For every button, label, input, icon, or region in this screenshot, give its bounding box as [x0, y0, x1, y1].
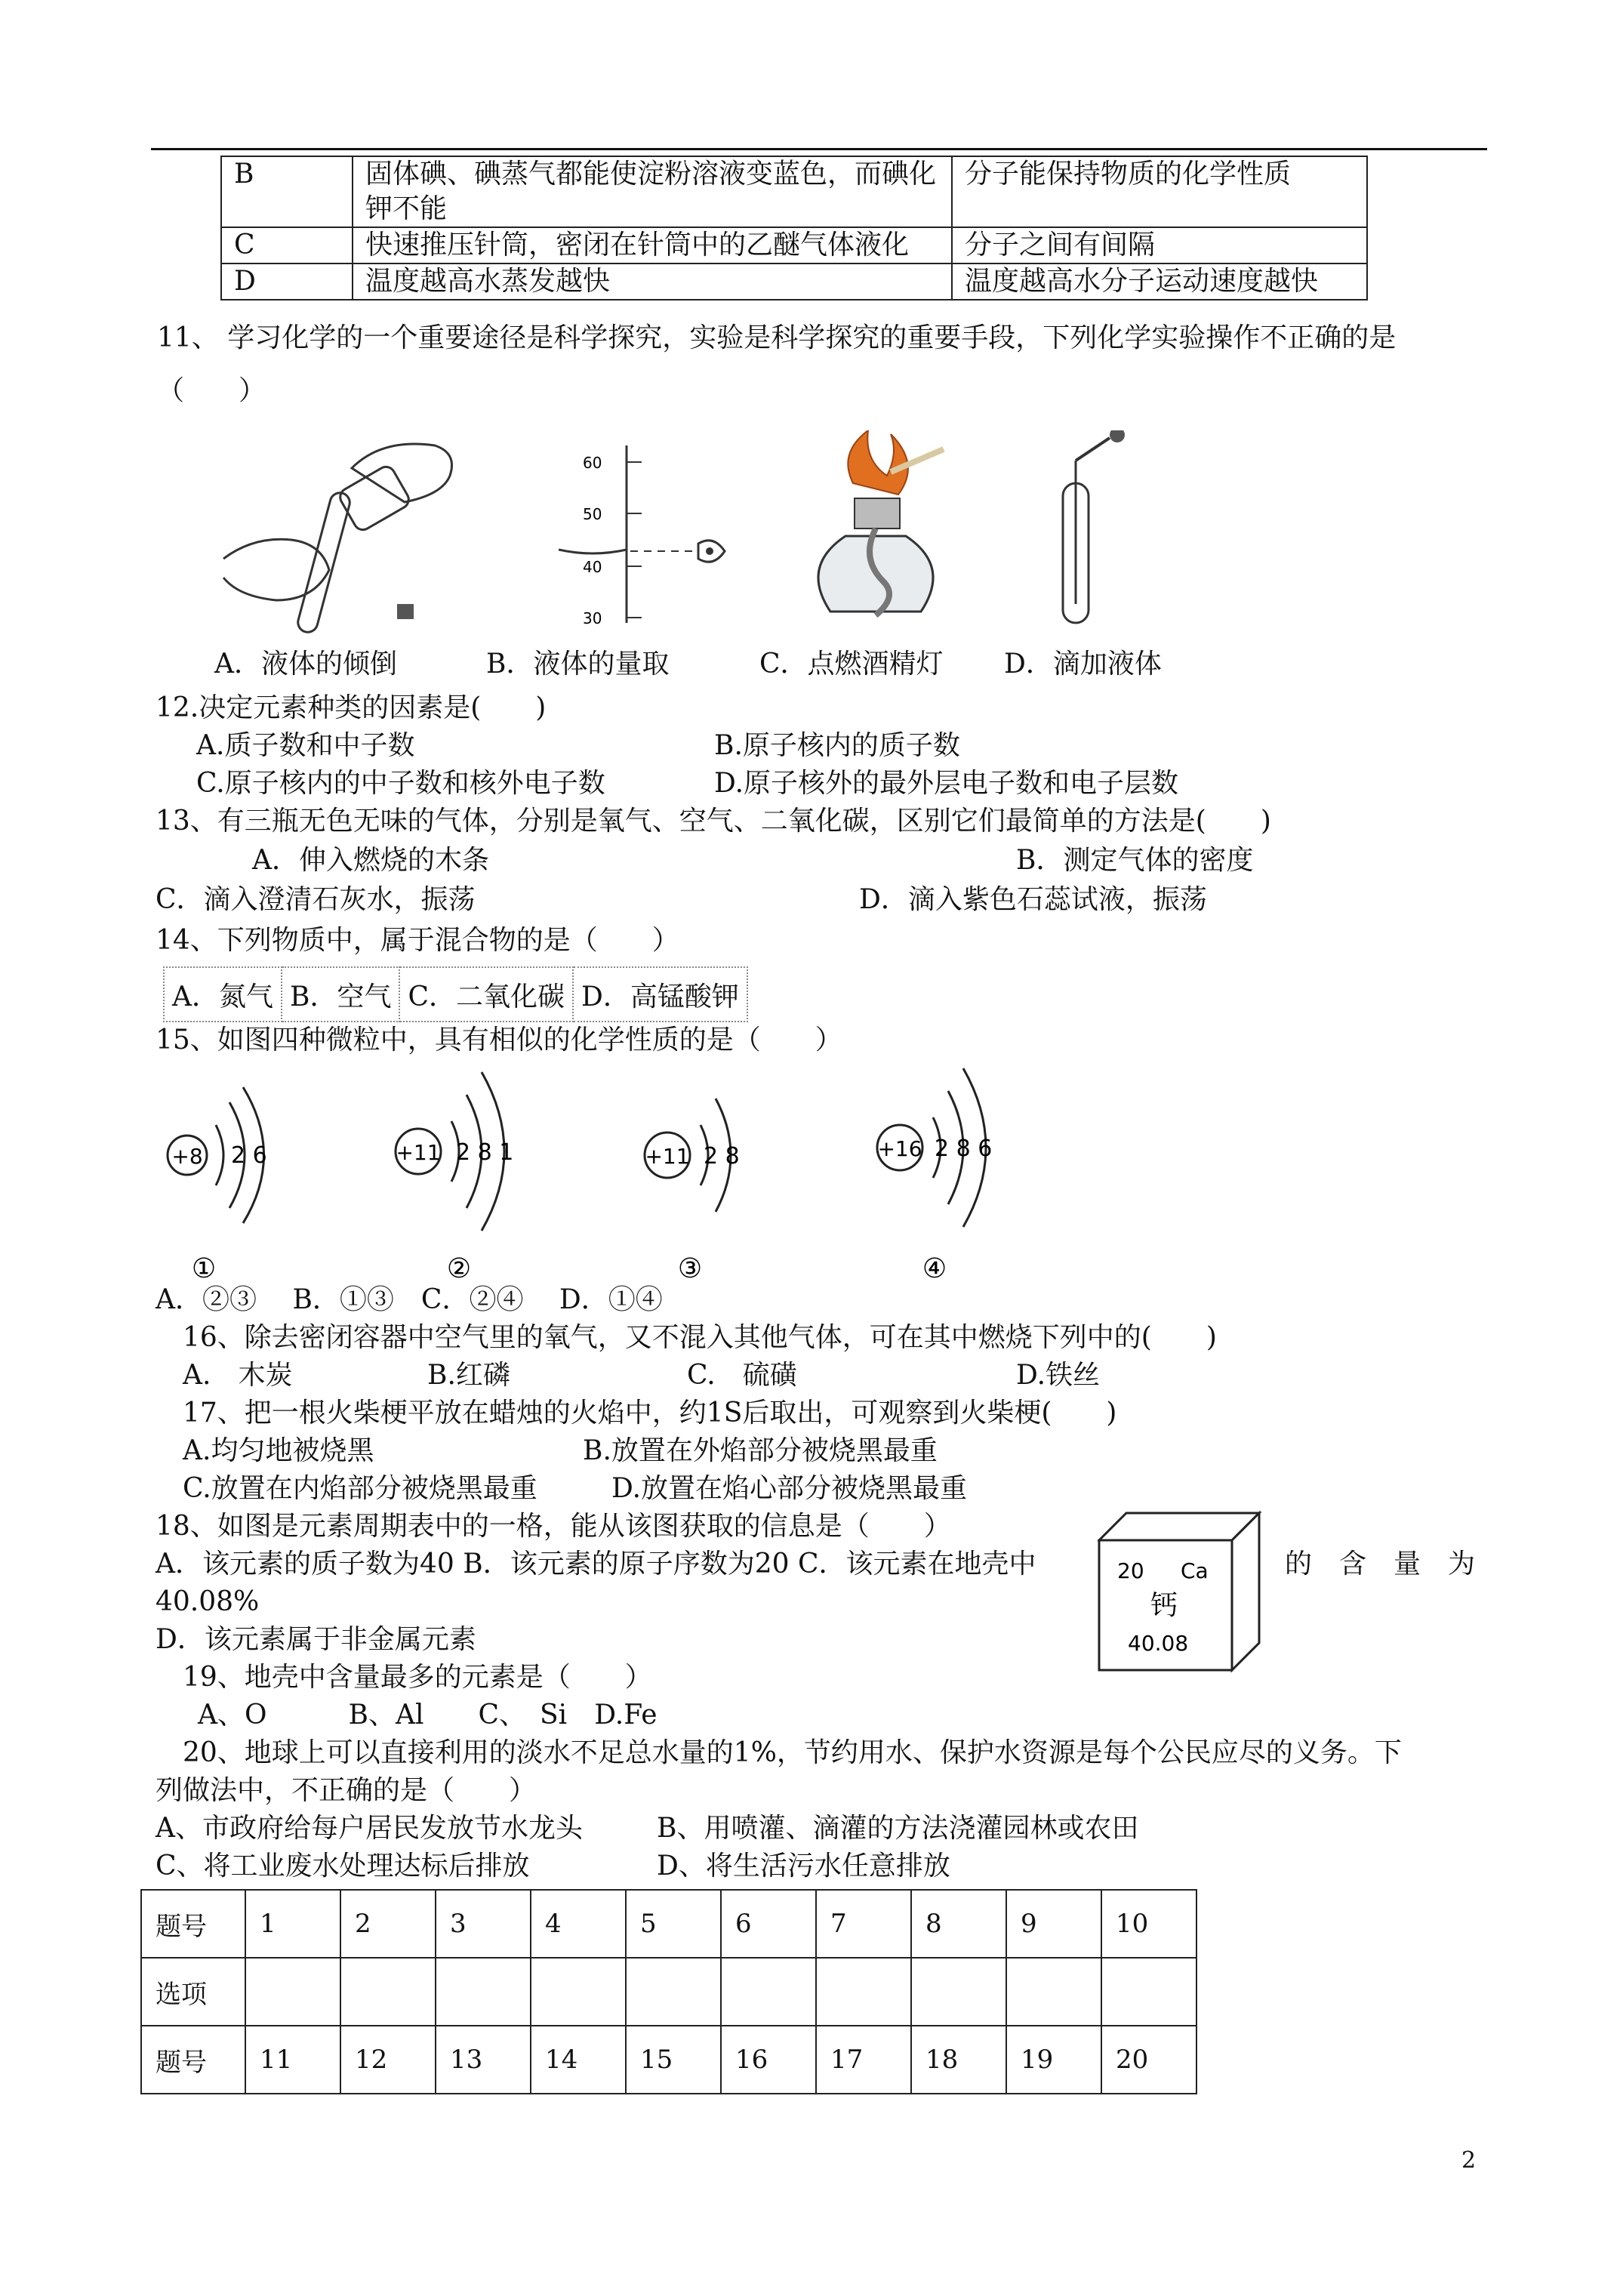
q11-option-d: D．滴加液体 [1004, 649, 1162, 680]
q17-option-d: D.放置在焰心部分被烧黑最重 [611, 1473, 968, 1504]
table-cell: 14 [531, 2026, 626, 2094]
table-cell: B [221, 156, 353, 227]
answer-cell[interactable] [436, 1958, 531, 2026]
q18-options-line: A．该元素的质子数为40 B．该元素的原子序数为20 C．该元素在地壳中 [156, 1549, 1036, 1579]
header-cell: 题号 [141, 2026, 245, 2094]
answer-cell[interactable] [816, 1958, 911, 2026]
nucleus-label: +11 [396, 1140, 441, 1165]
q13-stem: 13、有三瓶无色无味的气体，分别是氧气、空气、二氧化碳，区别它们最简单的方法是( ) [156, 806, 1271, 837]
table-cell: C [221, 227, 353, 264]
q13-option-b: B．测定气体的密度 [1016, 845, 1254, 876]
q20-stem: 20、地球上可以直接利用的淡水不足总水量的1%，节约用水、保护水资源是每个公民应尽的义务。下 [183, 1737, 1402, 1768]
q14-option-c: C．二氧化碳 [399, 967, 573, 1022]
q14-option-d: D．高锰酸钾 [573, 967, 747, 1022]
particle-1 [168, 1087, 267, 1284]
answer-cell[interactable] [1101, 1958, 1196, 2026]
table-row [221, 264, 1367, 300]
table-cell: 12 [340, 2026, 436, 2094]
table-cell: 5 [626, 1890, 721, 1958]
pouring-liquid-illustration [216, 423, 473, 642]
shell-electrons: 2 8 1 [456, 1139, 514, 1166]
q20-option-a: A、市政府给每户居民发放节水龙头 [156, 1813, 583, 1844]
table-cell: 11 [245, 2026, 340, 2094]
q17-stem: 17、把一根火柴梗平放在蜡烛的火焰中，约1S后取出，可观察到火柴梗( ) [183, 1398, 1117, 1428]
q18-options-percent: 40.08% [156, 1586, 260, 1617]
q20-option-d: D、将生活污水任意排放 [657, 1851, 950, 1881]
particle-3 [645, 1099, 740, 1284]
q17-option-b: B.放置在外焰部分被烧黑最重 [583, 1435, 938, 1466]
table-row [141, 1890, 1196, 1958]
table-cell: 10 [1101, 1890, 1196, 1958]
q16-stem: 16、除去密闭容器中空气里的氧气，又不混入其他气体，可在其中燃烧下列中的( ) [183, 1322, 1217, 1353]
q19-options: A、O B、Al C、 Si D.Fe [198, 1700, 658, 1730]
q20-stem-cont: 列做法中，不正确的是（ ） [156, 1775, 537, 1806]
q17-option-c: C.放置在内焰部分被烧黑最重 [183, 1473, 537, 1504]
q17-option-a: A.均匀地被烧黑 [183, 1435, 374, 1466]
q18-options-tail: 的 含 量 为 [1285, 1549, 1476, 1579]
table-cell: 6 [721, 1890, 816, 1958]
table-cell: 20 [1101, 2026, 1196, 2094]
table-cell: D [221, 264, 353, 300]
shell-electrons: 2 8 [704, 1143, 740, 1170]
q16-option-c: C. 硫磺 [687, 1360, 797, 1391]
q15-stem: 15、如图四种微粒中，具有相似的化学性质的是（ ） [156, 1025, 842, 1056]
table-cell: 分子能保持物质的化学性质 [952, 156, 1367, 227]
table-cell: 2 [340, 1890, 436, 1958]
table-row [221, 227, 1367, 264]
particle-2 [396, 1072, 513, 1284]
table-cell: 固体碘、碘蒸气都能使淀粉溶液变蓝色，而碘化钾不能 [353, 156, 952, 227]
q12-option-c: C.原子核内的中子数和核外电子数 [196, 768, 605, 799]
atomic-number: 20 [1117, 1558, 1144, 1583]
cylinder-tick-label: 40 [583, 558, 602, 576]
q11-option-c: C．点燃酒精灯 [759, 649, 944, 680]
table-cell: 19 [1006, 2026, 1101, 2094]
table-cell: 快速推压针筒，密闭在针筒中的乙醚气体液化 [353, 227, 952, 264]
q15-options: A．②③ B．①③ C．②④ D．①④ [156, 1284, 663, 1315]
periodic-table-cell [1098, 1510, 1271, 1676]
q11-option-b: B．液体的量取 [486, 649, 670, 680]
q12-option-a: A.质子数和中子数 [196, 730, 415, 761]
nucleus-label: +8 [171, 1144, 203, 1169]
table-cell: 分子之间有间隔 [952, 227, 1367, 264]
table-cell: 7 [816, 1890, 911, 1958]
q11-option-a: A．液体的倾倒 [214, 649, 397, 680]
shell-electrons: 2 6 [231, 1142, 267, 1169]
q14-option-a: A．氮气 [164, 967, 282, 1022]
table-cell: 4 [531, 1890, 626, 1958]
answer-cell[interactable] [531, 1958, 626, 2026]
particle-number: ① [191, 1253, 217, 1284]
answer-cell[interactable] [245, 1958, 340, 2026]
header-rule [151, 148, 1487, 150]
nucleus-label: +16 [877, 1136, 922, 1161]
table-row [141, 2026, 1196, 2094]
atomic-structure-diagrams [156, 1065, 1031, 1291]
table-cell: 温度越高水分子运动速度越快 [952, 264, 1367, 300]
table-cell: 9 [1006, 1890, 1101, 1958]
q16-option-d: D.铁丝 [1016, 1360, 1101, 1391]
table-cell: 18 [911, 2026, 1006, 2094]
table-row [141, 1958, 1196, 2026]
shell-electrons: 2 8 6 [935, 1136, 993, 1162]
answer-cell[interactable] [340, 1958, 436, 2026]
particle-number: ③ [677, 1253, 703, 1284]
element-symbol: Ca [1181, 1558, 1209, 1583]
q11-bracket: （ ） [157, 375, 266, 406]
particle-4 [877, 1068, 992, 1284]
q18-option-d: D．该元素属于非金属元素 [156, 1624, 476, 1655]
table-cell: 15 [626, 2026, 721, 2094]
q20-option-b: B、用喷灌、滴灌的方法浇灌园林或农田 [657, 1813, 1139, 1844]
particle-number: ④ [922, 1253, 947, 1284]
table-cell: 17 [816, 2026, 911, 2094]
table-cell: 13 [436, 2026, 531, 2094]
q11-stem: 11、 学习化学的一个重要途径是科学探究，实验是科学探究的重要手段，下列化学实验操作不正确的是 [157, 322, 1397, 353]
page-number: 2 [1461, 2147, 1477, 2174]
answer-cell[interactable] [721, 1958, 816, 2026]
header-cell: 题号 [141, 1890, 245, 1958]
q13-option-a: A．伸入燃烧的木条 [252, 845, 489, 876]
q16-option-a: A. 木炭 [183, 1360, 293, 1391]
table-row [221, 156, 1367, 227]
q20-option-c: C、将工业废水处理达标后排放 [156, 1851, 530, 1881]
table-cell: 温度越高水蒸发越快 [353, 264, 952, 300]
answer-table [140, 1889, 1197, 2094]
q14-options [163, 966, 748, 1022]
q19-stem: 19、地壳中含量最多的元素是（ ） [183, 1662, 652, 1693]
answer-cell[interactable] [911, 1958, 1006, 2026]
q16-option-b: B.红磷 [427, 1360, 510, 1391]
cylinder-tick-label: 60 [583, 454, 602, 472]
particle-number: ② [446, 1253, 472, 1284]
table-cell: 1 [245, 1890, 340, 1958]
table-cell: 3 [436, 1890, 531, 1958]
atomic-mass: 40.08 [1128, 1631, 1189, 1656]
q14-option-b: B．空气 [282, 967, 399, 1022]
table-cell: 8 [911, 1890, 1006, 1958]
q12-option-b: B.原子核内的质子数 [714, 730, 960, 761]
q14-stem: 14、下列物质中，属于混合物的是（ ） [156, 925, 679, 956]
nucleus-label: +11 [645, 1144, 690, 1169]
table-cell: 16 [721, 2026, 816, 2094]
q13-option-d: D．滴入紫色石蕊试液，振荡 [859, 884, 1207, 915]
dropper-illustration [1049, 430, 1140, 634]
alcohol-lamp-illustration [800, 430, 951, 634]
q18-stem: 18、如图是元素周期表中的一格，能从该图获取的信息是（ ） [156, 1511, 951, 1542]
element-name: 钙 [1150, 1590, 1178, 1621]
q13-option-c: C．滴入澄清石灰水，振荡 [156, 884, 476, 915]
cylinder-tick-label: 50 [583, 505, 602, 523]
q12-option-d: D.原子核外的最外层电子数和电子层数 [714, 768, 1179, 799]
q12-stem: 12.决定元素种类的因素是( ) [156, 692, 547, 723]
graduated-cylinder-illustration [559, 430, 732, 634]
answer-cell[interactable] [626, 1958, 721, 2026]
header-cell: 选项 [141, 1958, 245, 2026]
explanation-table [220, 156, 1368, 300]
cylinder-tick-label: 30 [583, 609, 602, 627]
answer-cell[interactable] [1006, 1958, 1101, 2026]
